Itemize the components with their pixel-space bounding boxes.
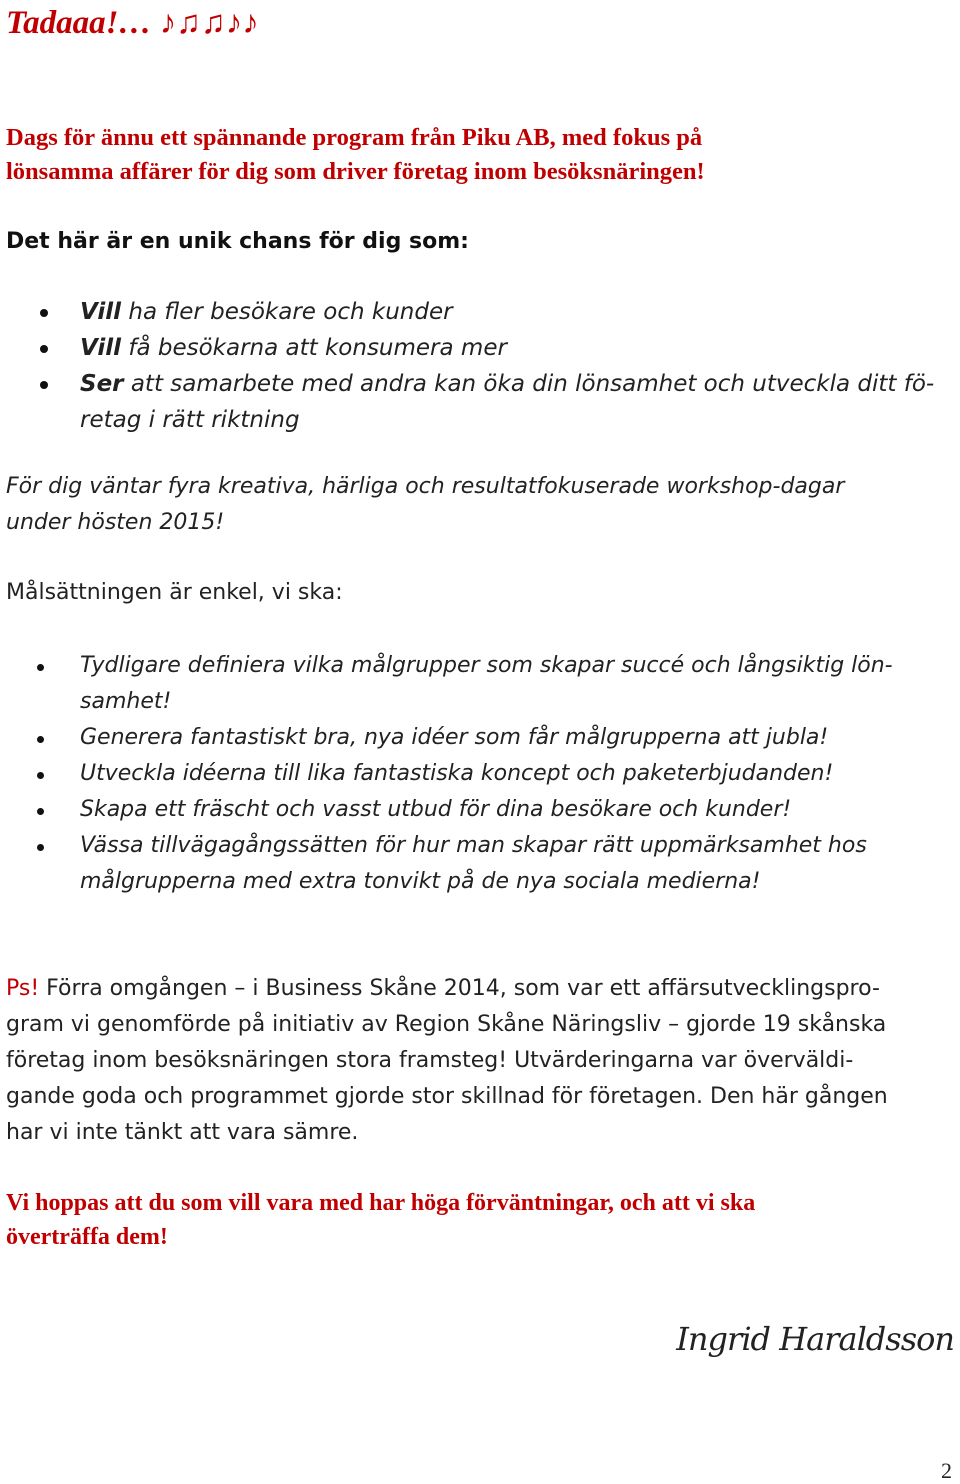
list-item [80, 366, 934, 438]
list-item [80, 792, 893, 828]
page-number: 2 [941, 1458, 952, 1483]
ps-line-1: Förra omgången – i Business Skåne 2014, som var ett affärsutvecklingspro- [39, 976, 880, 1001]
workshop-line-2: under hösten 2015! [6, 510, 225, 535]
workshop-paragraph [6, 469, 844, 541]
list-item-text: att samarbete med andra kan öka din lönsamhet och utveckla ditt fö- [123, 371, 935, 397]
list-item [80, 294, 934, 330]
ps-label: Ps! [6, 976, 40, 1001]
ps-paragraph [6, 971, 888, 1151]
signature: Ingrid Haraldsson [676, 1320, 954, 1358]
bullet-list-goals [80, 648, 893, 900]
list-item-line: Utveckla idéerna till lika fantastiska koncept och paketerbjudanden! [80, 761, 834, 786]
intro-line-2: lönsamma affärer för dig som driver företag inom besöksnäringen! [6, 158, 705, 185]
intro-paragraph [6, 121, 705, 189]
closing-line-2: överträffa dem! [6, 1224, 168, 1250]
ps-line-5: har vi inte tänkt att vara sämre. [6, 1120, 359, 1145]
bullet-list-chance [80, 294, 934, 438]
list-item-continuation: retag i rätt riktning [80, 407, 300, 433]
list-item [80, 648, 893, 720]
ps-line-3: företag inom besöksnäringen stora framsteg! Utvärderingarna var överväldi- [6, 1048, 854, 1073]
list-item-line: Tydligare definiera vilka målgrupper som skapar succé och långsiktig lön- [80, 653, 893, 678]
list-item [80, 828, 893, 900]
list-item [80, 330, 934, 366]
list-item-text: ha fler besökare och kunder [121, 299, 453, 325]
ps-line-4: gande goda och programmet gjorde stor skillnad för företagen. Den här gången [6, 1084, 888, 1109]
heading-goal: Målsättningen är enkel, vi ska: [6, 580, 343, 605]
ps-line-2: gram vi genomförde på initiativ av Region Skåne Näringsliv – gjorde 19 skånska [6, 1012, 887, 1037]
closing-paragraph [6, 1186, 755, 1254]
list-item [80, 720, 893, 756]
list-item-line: samhet! [80, 689, 172, 714]
list-item-strong: Vill [80, 299, 122, 325]
page-title: Tadaaa!… ♪♫♫♪♪ [6, 5, 259, 41]
closing-line-1: Vi hoppas att du som vill vara med har höga förväntningar, och att vi ska [6, 1190, 756, 1216]
list-item-line: Vässa tillvägagångssätten för hur man skapar rätt uppmärksamhet hos [80, 833, 867, 858]
heading-chance: Det här är en unik chans för dig som: [6, 229, 469, 254]
list-item-strong: Ser [80, 371, 124, 397]
workshop-line-1: För dig väntar fyra kreativa, härliga och resultatfokuserade workshop-dagar [6, 474, 845, 499]
list-item-text: få besökarna att konsumera mer [121, 335, 507, 361]
list-item-line: Generera fantastiskt bra, nya idéer som får målgrupperna att jubla! [80, 725, 829, 750]
intro-line-1: Dags för ännu ett spännande program från Piku AB, med fokus på [6, 124, 703, 151]
list-item-line: Skapa ett fräscht och vasst utbud för dina besökare och kunder! [80, 797, 792, 822]
list-item [80, 756, 893, 792]
list-item-line: målgrupperna med extra tonvikt på de nya sociala medierna! [80, 869, 761, 894]
list-item-strong: Vill [80, 335, 122, 361]
